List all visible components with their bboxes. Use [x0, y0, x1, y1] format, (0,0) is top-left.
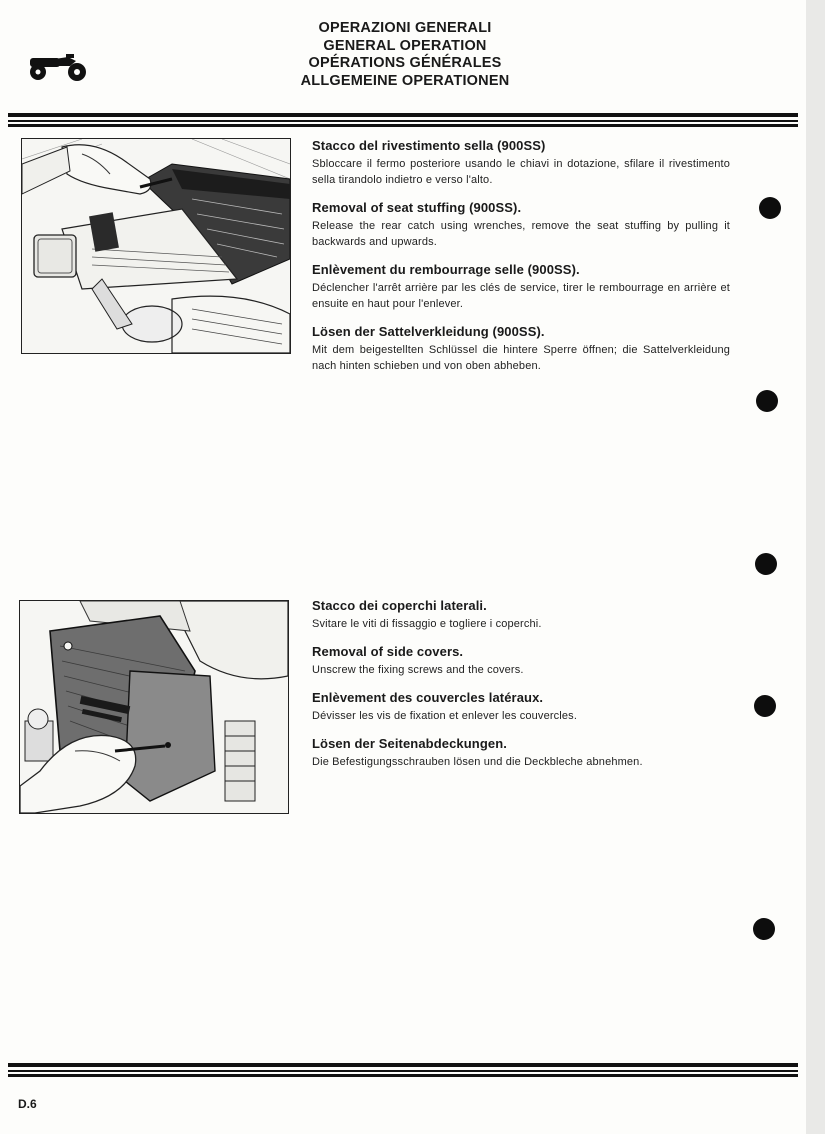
title-italian: OPERAZIONI GENERALI	[318, 20, 492, 36]
instruction-body: Die Befestigungsschrauben lösen und die Deckbleche abnehmen.	[312, 756, 643, 768]
instruction-title: Lösen der Sattelverkleidung (900SS).	[312, 324, 545, 339]
instruction-body: Sbloccare il fermo posteriore usando le chiavi in dotazione, sfilare il rivestimento sella tirandolo indietro e verso l'alto.	[312, 158, 730, 186]
instruction-body: Dévisser les vis de fixation et enlever les couvercles.	[312, 710, 578, 722]
footer-rule-base	[8, 1074, 798, 1077]
seat-removal-illustration	[21, 138, 291, 354]
instruction-italian	[312, 598, 730, 632]
instruction-german	[312, 324, 730, 374]
instruction-title: Lösen der Seitenabdeckungen.	[312, 736, 507, 751]
instruction-english	[312, 200, 730, 250]
motorcycle-icon	[26, 48, 92, 82]
instruction-english	[312, 644, 730, 678]
header-rule-base	[8, 124, 798, 127]
title-french: OPÉRATIONS GÉNÉRALES	[308, 55, 502, 71]
binder-hole	[754, 695, 776, 717]
instruction-german	[312, 736, 730, 770]
binder-hole	[756, 390, 778, 412]
instruction-title: Stacco dei coperchi laterali.	[312, 598, 487, 613]
instruction-title: Stacco del rivestimento sella (900SS)	[312, 138, 546, 153]
side-cover-drawing	[20, 601, 288, 813]
instruction-french	[312, 690, 730, 724]
instruction-title: Enlèvement du rembourrage selle (900SS).	[312, 262, 580, 277]
instruction-body: Mit dem beigestellten Schlüssel die hintere Sperre öffnen; die Sattelverkleidung nach hinten schieben und von oben abheben.	[312, 344, 730, 372]
instruction-title: Removal of side covers.	[312, 644, 464, 659]
footer-rule-thin	[8, 1070, 798, 1072]
instruction-title: Removal of seat stuffing (900SS).	[312, 200, 522, 215]
seat-removal-instructions	[312, 138, 730, 386]
instruction-title: Enlèvement des couvercles latéraux.	[312, 690, 544, 705]
binder-hole	[759, 197, 781, 219]
page-number: D.6	[18, 1097, 37, 1111]
instruction-body: Svitare le viti di fissaggio e togliere i coperchi.	[312, 618, 542, 630]
instruction-italian	[312, 138, 730, 188]
title-german: ALLGEMEINE OPERATIONEN	[300, 72, 510, 89]
header-rule-thin	[8, 120, 798, 122]
instruction-body: Release the rear catch using wrenches, remove the seat stuffing by pulling it backwards and upwards.	[312, 220, 730, 248]
header-titles	[250, 20, 560, 90]
binder-hole	[753, 918, 775, 940]
side-cover-instructions	[312, 598, 730, 782]
binder-hole	[755, 553, 777, 575]
seat-drawing	[22, 139, 290, 353]
instruction-body: Unscrew the fixing screws and the covers.	[312, 664, 524, 676]
side-cover-illustration	[19, 600, 289, 814]
page-edge	[806, 0, 825, 1134]
footer-rule-thick	[8, 1063, 798, 1067]
title-english: GENERAL OPERATION	[323, 37, 487, 54]
instruction-body: Déclencher l'arrêt arrière par les clés de service, tirer le rembourrage en arrière et ensuite en haut pour l'enlever.	[312, 282, 730, 310]
header-rule-thick	[8, 113, 798, 117]
instruction-french	[312, 262, 730, 312]
